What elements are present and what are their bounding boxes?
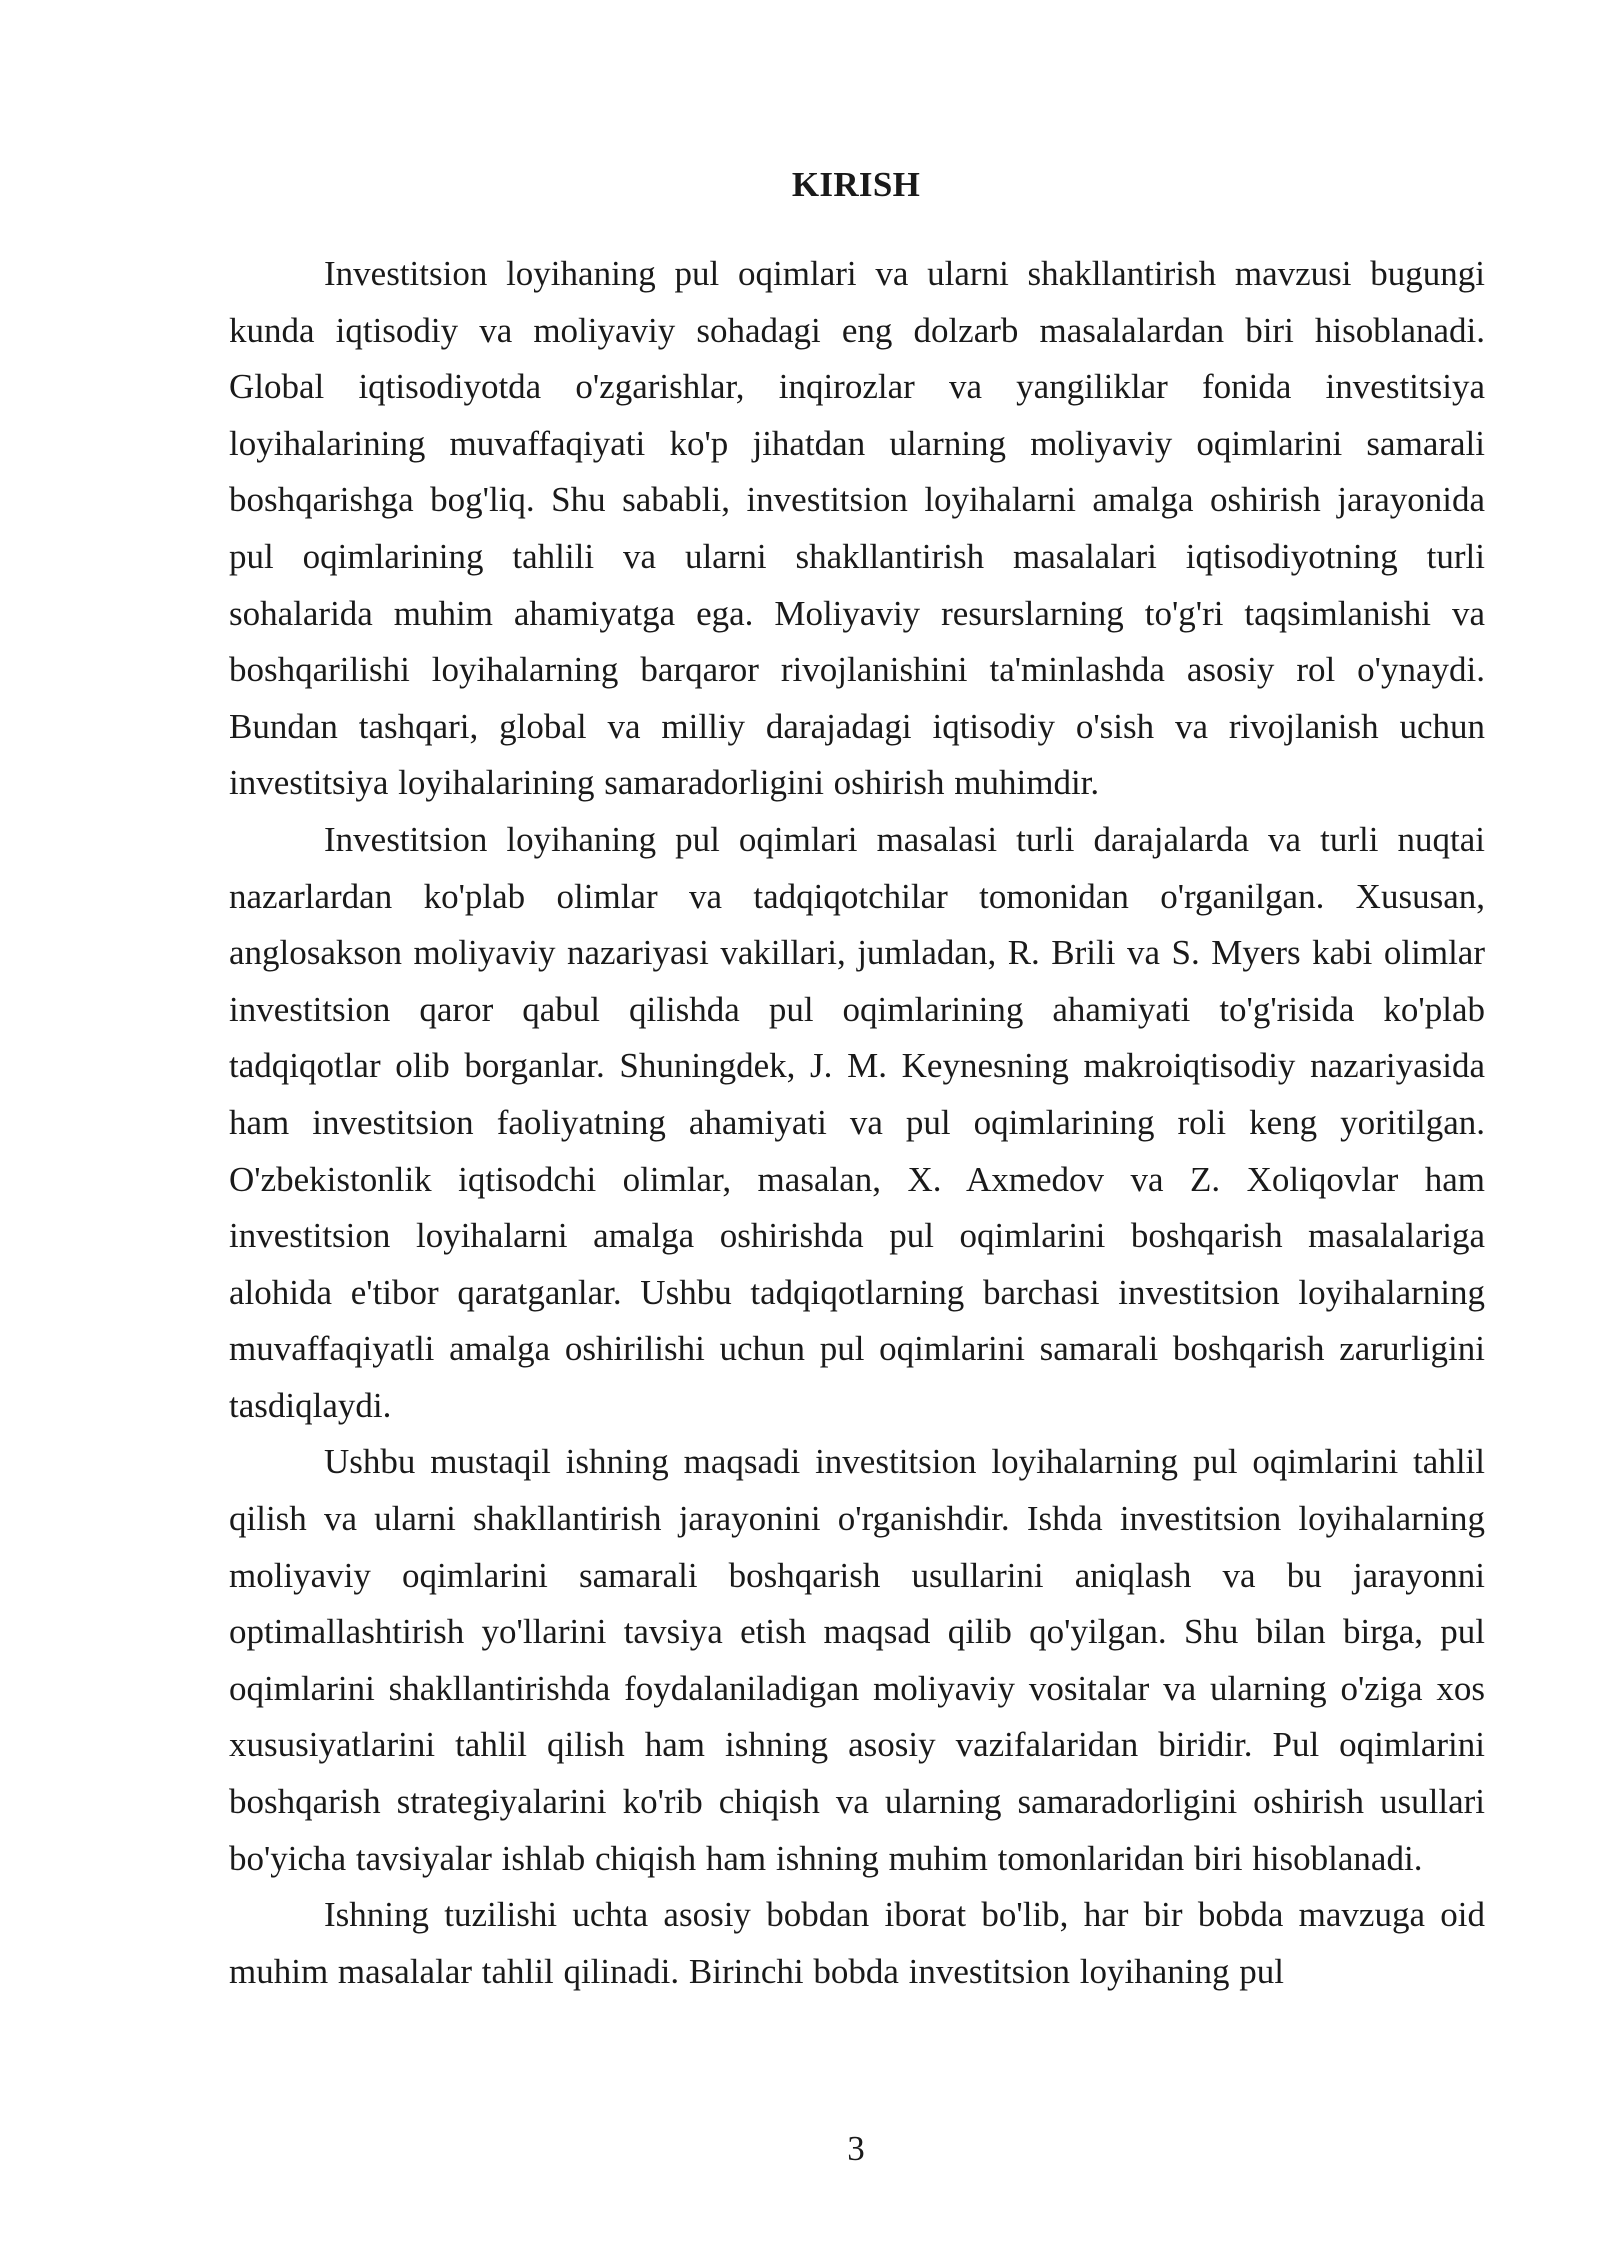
paragraph-4: Ishning tuzilishi uchta asosiy bobdan iborat bo'lib, har bir bobda mavzuga oid muhim masalalar tahlil qilinadi. Birinchi bobda investitsion loyihaning pul — [229, 1895, 1485, 1991]
page-number: 3 — [847, 2129, 865, 2168]
body-text — [229, 246, 1485, 2000]
paragraph-3: Ushbu mustaqil ishning maqsadi investitsion loyihalarning pul oqimlarini tahlil qilish va ularni shakllantirish jarayonini o'rganishdir. Ishda investitsion loyihalarning moliyaviy oqimlarini samarali boshqarish usullarini aniqlash va bu jarayonni optimallashtirish yo'llarini tavsiya etish maqsad qilib qo'yilgan. Shu bilan birga, pul oqimlarini shakllantirishda foydalaniladigan moliyaviy vositalar va ularning o'ziga xos xususiyatlarini tahlil qilish ham ishning asosiy vazifalaridan biridir. Pul oqimlarini boshqarish strategiyalarini ko'rib chiqish va ularning samaradorligini oshirish usullari bo'yicha tavsiyalar ishlab chiqish ham ishning muhim tomonlaridan biri hisoblanadi. — [229, 1442, 1485, 1878]
paragraph-2: Investitsion loyihaning pul oqimlari masalasi turli darajalarda va turli nuqtai nazarlardan ko'plab olimlar va tadqiqotchilar tomonidan o'rganilgan. Xususan, anglosakson moliyaviy nazariyasi vakillari, jumladan, R. Brili va S. Myers kabi olimlar investitsion qaror qabul qilishda pul oqimlarining ahamiyati to'g'risida ko'plab tadqiqotlar olib borganlar. Shuningdek, J. M. Keynesning makroiqtisodiy nazariyasida ham investitsion faoliyatning ahamiyati va pul oqimlarining roli keng yoritilgan. O'zbekistonlik iqtisodchi olimlar, masalan, X. Axmedov va Z. Xoliqovlar ham investitsion loyihalarni amalga oshirishda pul oqimlarini boshqarish masalalariga alohida e'tibor qaratganlar. Ushbu tadqiqotlarning barchasi investitsion loyihalarning muvaffaqiyatli amalga oshirilishi uchun pul oqimlarini samarali boshqarish zarurligini tasdiqlaydi. — [229, 819, 1485, 1425]
section-heading: KIRISH — [791, 165, 921, 204]
paragraph-1: Investitsion loyihaning pul oqimlari va ularni shakllantirish mavzusi bugungi kunda iqtisodiy va moliyaviy sohadagi eng dolzarb masalalardan biri hisoblanadi. Global iqtisodiyotda o'zgarishlar, inqirozlar va yangiliklar fonida investitsiya loyihalarining muvaffaqiyati ko'p jihatdan ularning moliyaviy oqimlarini samarali boshqarishga bog'liq. Shu sababli, investitsion loyihalarni amalga oshirish jarayonida pul oqimlarining tahlili va ularni shakllantirish masalalari iqtisodiyotning turli sohalarida muhim ahamiyatga ega. Moliyaviy resurslarning to'g'ri taqsimlanishi va boshqarilishi loyihalarning barqaror rivojlanishini ta'minlashda asosiy rol o'ynaydi. Bundan tashqari, global va milliy darajadagi iqtisodiy o'sish va rivojlanish uchun investitsiya loyihalarining samaradorligini oshirish muhimdir. — [229, 254, 1485, 803]
